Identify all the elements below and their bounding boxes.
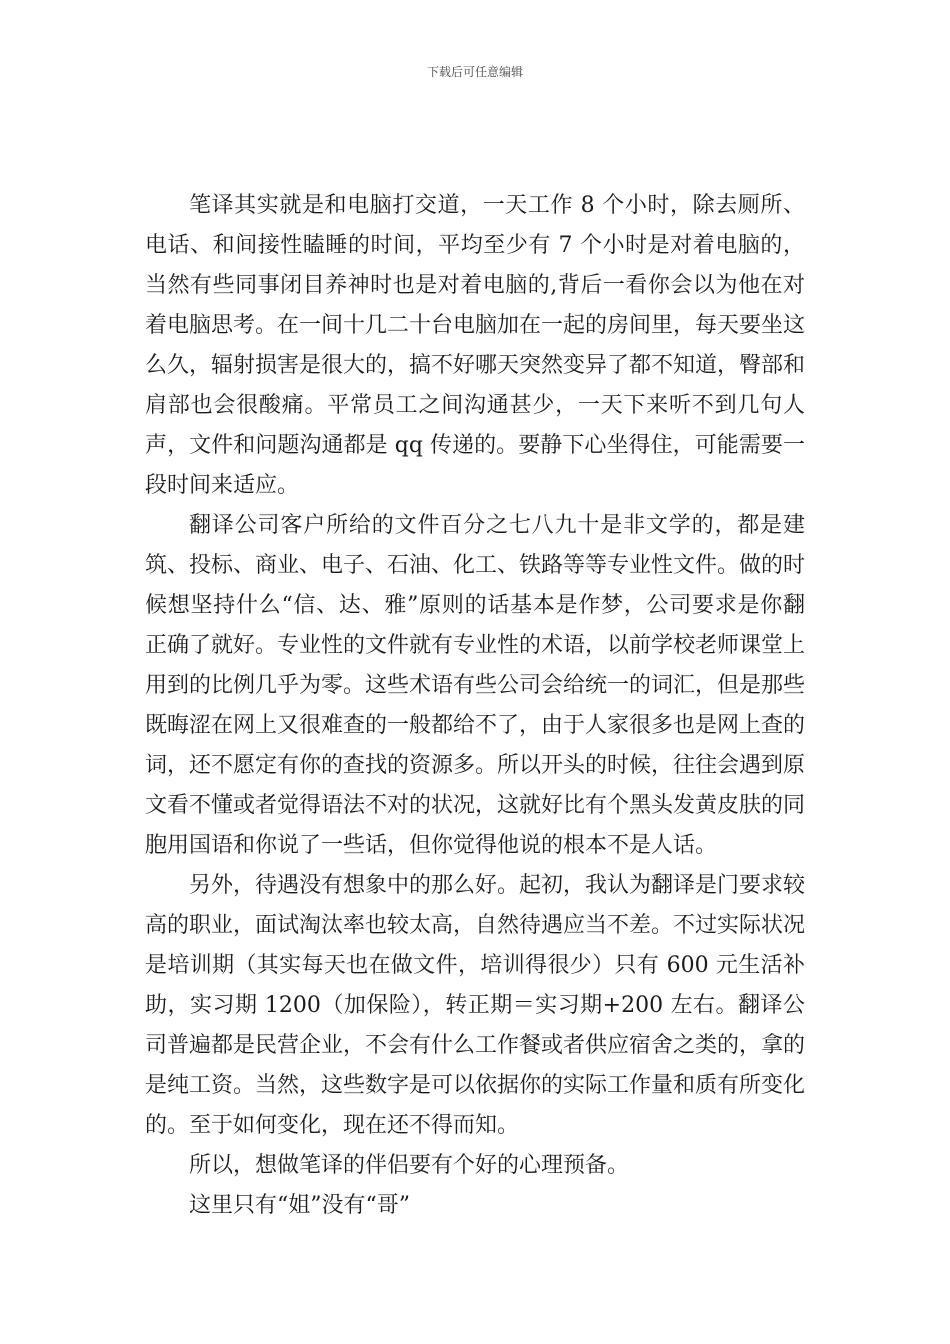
paragraph-2: 翻译公司客户所给的文件百分之七八九十是非文学的，都是建筑、投标、商业、电子、石油、化工、铁路等等专业性文件。做的时候想坚持什么“信、达、雅”原则的话基本是作梦，公司要求是你翻正确了就好。专业性的文件就有专业性的术语，以前学校老师课堂上用到的比例几乎为零。这些术语有些公司会给统一的词汇，但是那些既晦涩在网上又很难查的一般都给不了，由于人家很多也是网上查的词，还不愿定有你的查找的资源多。所以开头的时候，往往会遇到原文看不懂或者觉得语法不对的状况，这就好比有个黑头发黄皮肤的同胞用国语和你说了一些话，但你觉得他说的根本不是人话。 [145, 513, 806, 858]
paragraph-4: 所以，想做笔译的伴侣要有个好的心理预备。 [189, 1153, 630, 1178]
paragraph-3: 另外，待遇没有想象中的那么好。起初，我认为翻译是门要求较高的职业，面试淘汰率也较太高，自然待遇应当不差。不过实际状况是培训期（其实每天也在做文件，培训得很少）只有 600 元生活补助，实习期 1200（加保险），转正期＝实习期+200 左右。翻译公司普遍都是民营企业，不会有什么工作餐或者供应宿舍之类的，拿的是纯工资。当然，这些数字是可以依据你的实际工作量和质有所变化的。至于如何变化，现在还不得而知。 [145, 873, 806, 1138]
page-header-note: 下载后可任意编辑 [426, 65, 523, 79]
paragraph-5: 这里只有“姐”没有“哥” [189, 1193, 410, 1218]
paragraph-1: 笔译其实就是和电脑打交道，一天工作 8 个小时，除去厕所、电话、和间接性瞌睡的时间，平均至少有 7 个小时是对着电脑的，当然有些同事闭目养神时也是对着电脑的,背后一看你会以为他在对着电脑思考。在一间十几二十台电脑加在一起的房间里，每天要坐这么久，辐射损害是很大的，搞不好哪天突然变异了都不知道，臀部和肩部也会很酸痛。平常员工之间沟通甚少，一天下来听不到几句人声，文件和问题沟通都是 qq 传递的。要静下心坐得住，可能需要一段时间来适应。 [145, 193, 806, 498]
document-body [145, 186, 805, 1226]
